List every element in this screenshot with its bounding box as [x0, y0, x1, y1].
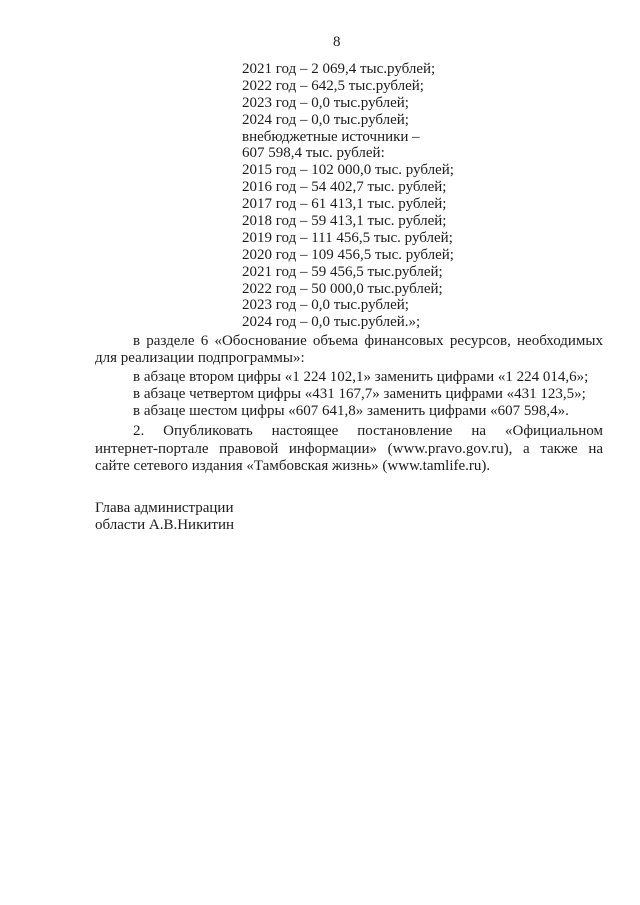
paragraph-line: в абзаце втором цифры «1 224 102,1» заменить цифрами «1 224 014,6»;	[133, 369, 589, 385]
funding-line: 2016 год – 54 402,7 тыс. рублей;	[242, 179, 447, 196]
funding-line: 2015 год – 102 000,0 тыс. рублей;	[242, 162, 454, 179]
funding-line: 2023 год – 0,0 тыс.рублей;	[242, 297, 409, 314]
signature-name: области А.В.Никитин	[95, 517, 235, 533]
paragraph-line: сайте сетевого издания «Тамбовская жизнь» (www.tamlife.ru).	[95, 458, 491, 474]
funding-line: 2022 год – 642,5 тыс.рублей;	[242, 77, 424, 94]
signature-block	[95, 500, 234, 534]
paragraph-line: в разделе 6 «Обоснование объема финансовых ресурсов, необходимых	[133, 333, 603, 349]
funding-line: внебюджетные источники –	[242, 128, 420, 145]
funding-schedule	[242, 61, 454, 331]
paragraph-line: интернет-портале правовой информации» (www.pravo.gov.ru), а также на	[95, 440, 603, 457]
amendment-paragraph	[95, 369, 603, 386]
amendment-paragraph	[95, 403, 603, 420]
funding-line: 2022 год – 50 000,0 тыс.рублей;	[242, 280, 443, 297]
funding-line: 2023 год – 0,0 тыс.рублей;	[242, 94, 409, 111]
paragraph-line: 2. Опубликовать настоящее постановление на «Официальном	[133, 423, 603, 439]
funding-line: 2019 год – 111 456,5 тыс. рублей;	[242, 229, 453, 246]
funding-line: 2021 год – 2 069,4 тыс.рублей;	[242, 61, 436, 77]
funding-line: 2024 год – 0,0 тыс.рублей;	[242, 111, 409, 128]
section6-paragraph	[95, 333, 603, 367]
amendment-paragraph	[95, 386, 603, 403]
funding-line: 2018 год – 59 413,1 тыс. рублей;	[242, 213, 447, 230]
funding-line: 2017 год – 61 413,1 тыс. рублей;	[242, 196, 447, 213]
funding-line: 607 598,4 тыс. рублей:	[242, 145, 385, 162]
funding-line: 2021 год – 59 456,5 тыс.рублей;	[242, 263, 443, 280]
signature-title: Глава администрации	[95, 500, 234, 516]
paragraph-line: в абзаце шестом цифры «607 641,8» заменить цифрами «607 598,4».	[133, 403, 569, 419]
funding-line: 2020 год – 109 456,5 тыс. рублей;	[242, 246, 454, 263]
paragraph-line: в абзаце четвертом цифры «431 167,7» заменить цифрами «431 123,5»;	[133, 386, 586, 402]
paragraph-line: для реализации подпрограммы»:	[95, 350, 305, 366]
publication-paragraph	[95, 423, 603, 476]
funding-line: 2024 год – 0,0 тыс.рублей.»;	[242, 314, 421, 331]
page-number: 8	[333, 34, 341, 50]
